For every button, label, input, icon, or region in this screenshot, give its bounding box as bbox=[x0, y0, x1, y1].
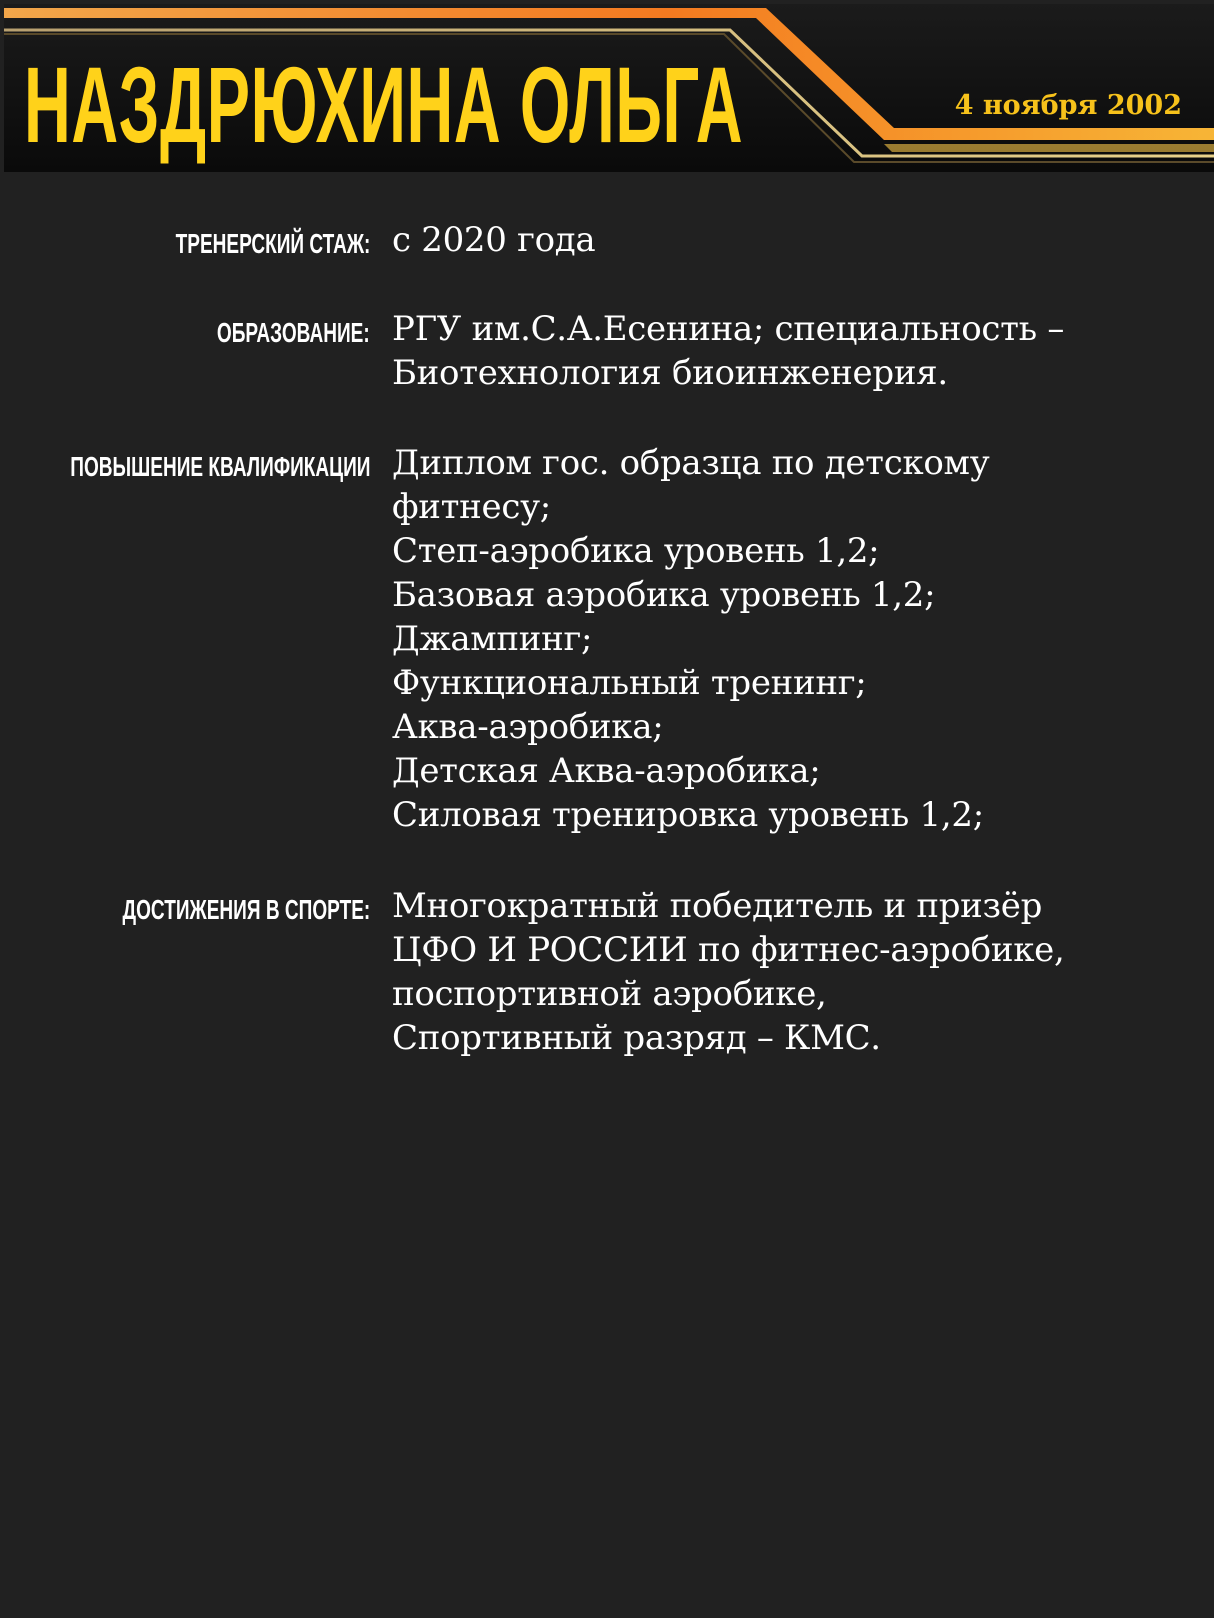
qualification-line: Диплом гос. образца по детскому bbox=[392, 443, 990, 483]
achievements-line: поспортивной аэробике, bbox=[392, 974, 827, 1014]
qualification-value bbox=[392, 441, 1192, 837]
education-line: РГУ им.С.А.Есенина; специальность – bbox=[392, 309, 1065, 349]
education-label: ОБРАЗОВАНИЕ: bbox=[217, 317, 370, 348]
qualification-line: Детская Аква-аэробика; bbox=[392, 751, 821, 791]
achievements-line: ЦФО И РОССИИ по фитнес-аэробике, bbox=[392, 930, 1065, 970]
achievements-label: ДОСТИЖЕНИЯ В СПОРТЕ: bbox=[122, 894, 370, 925]
qualification-line: Степ-аэробика уровень 1,2; bbox=[392, 531, 880, 571]
experience-label: ТРЕНЕРСКИЙ СТАЖ: bbox=[175, 228, 370, 259]
qualification-label: ПОВЫШЕНИЕ КВАЛИФИКАЦИИ bbox=[69, 451, 370, 482]
qualification-line: фитнесу; bbox=[392, 487, 551, 527]
qualification-line: Силовая тренировка уровень 1,2; bbox=[392, 795, 984, 835]
achievements-line: Многократный победитель и призёр bbox=[392, 886, 1043, 926]
qualification-line: Функциональный тренинг; bbox=[392, 663, 867, 703]
qualification-line: Базовая аэробика уровень 1,2; bbox=[392, 575, 936, 615]
achievements-line: Спортивный разряд – КМС. bbox=[392, 1018, 881, 1058]
experience-line: с 2020 года bbox=[392, 220, 596, 260]
education-line: Биотехнология биоинженерия. bbox=[392, 353, 948, 393]
experience-value bbox=[392, 218, 1192, 262]
qualification-line: Джампинг; bbox=[392, 619, 593, 659]
trainer-name: НАЗДРЮХИНА ОЛЬГА bbox=[24, 44, 744, 165]
header-banner bbox=[4, 4, 1214, 172]
education-value bbox=[392, 307, 1192, 395]
qualification-line: Аква-аэробика; bbox=[392, 707, 664, 747]
birth-date: 4 ноября 2002 bbox=[954, 90, 1182, 121]
achievements-value bbox=[392, 884, 1192, 1060]
